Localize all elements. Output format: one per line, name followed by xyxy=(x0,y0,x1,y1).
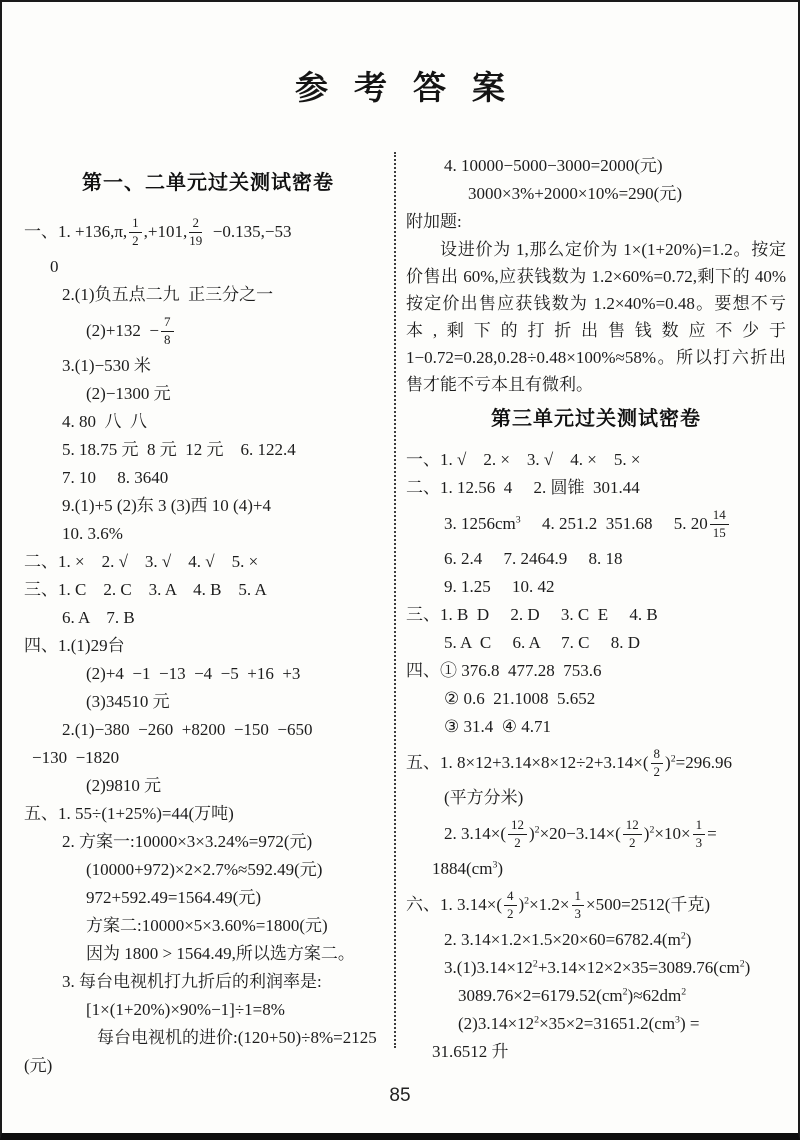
superscript: 2 xyxy=(524,895,530,907)
superscript: 3 xyxy=(675,1014,680,1026)
answer-line: [1×(1+20%)×90%−1]÷1=8% xyxy=(86,1000,285,1019)
answer-line: 3000×3%+2000×10%=290(元) xyxy=(468,184,682,203)
fraction: $\frac{2}{19}$ xyxy=(189,215,203,248)
superscript: 2 xyxy=(670,753,676,765)
section-heading: 第三单元过关测试密卷 xyxy=(491,408,701,430)
answer-line: 4. 10000−5000−3000=2000(元) xyxy=(444,156,663,175)
answer-line: 4. 80 八 八 xyxy=(62,412,147,431)
answer-line: (2)+132 − $\frac{7}{8}$ xyxy=(24,309,392,352)
answer-line: 方案二:10000×5×3.60%=1800(元) xyxy=(86,916,328,935)
answer-line: (3)34510 元 xyxy=(86,692,170,711)
answer-line: 10. 3.6% xyxy=(62,524,123,543)
answer-line: 9.(1)+5 (2)东 3 (3)西 10 (4)+4 xyxy=(62,496,271,515)
fraction: $\frac{12}{2}$ xyxy=(623,818,642,850)
answer-line: 每台电视机的进价:(120+50)÷8%=2125 xyxy=(97,1028,377,1047)
answer-line: (2)9810 元 xyxy=(86,776,162,795)
answer-line: 五、1. 8×12+3.14×8×12÷2+3.14×( $\frac{8}{2}$ )$^2$=296.96 xyxy=(406,746,732,779)
left-column xyxy=(24,162,392,1080)
fraction: $\frac{4}{2}$ xyxy=(504,889,517,921)
superscript: 2 xyxy=(532,958,538,970)
answer-line: 3. $1256cm^3$ 4. 251.2 351.68 5. 20 $\frac{14}{15}$ xyxy=(406,502,786,545)
answer-line: 2.(1)负五点二九 正三分之一 xyxy=(62,285,274,304)
fraction: $\frac{12}{2}$ xyxy=(508,818,527,850)
superscript: 2 xyxy=(739,958,745,970)
fraction: $\frac{7}{8}$ xyxy=(161,315,174,347)
answer-line: (2)−1300 元 xyxy=(86,384,171,403)
answer-line: $1884(cm^3)$ xyxy=(432,859,504,878)
answer-line: 2.(1)−380 −260 +8200 −150 −650 xyxy=(62,720,313,739)
fraction: $\frac{1}{3}$ xyxy=(572,889,585,921)
superscript: 2 xyxy=(534,824,540,836)
section-heading: 第一、二单元过关测试密卷 xyxy=(82,172,334,194)
answer-line: ② 0.6 21.1008 5.652 xyxy=(444,689,596,708)
fraction: $\frac{1}{2}$ xyxy=(129,216,142,248)
fraction: $\frac{8}{2}$ xyxy=(651,747,664,779)
answer-line: 四、① 376.8 477.28 753.6 xyxy=(406,661,602,680)
answer-line: 2. $3.14\times 1.2\times 1.5\times 20\times 60=6782.4(m^2)$ xyxy=(444,930,692,949)
answer-line: 五、1. 55÷(1+25%)=44(万吨) xyxy=(24,804,234,823)
answer-line: 二、1. 12.56 4 2. 圆锥 301.44 xyxy=(406,478,640,497)
superscript: 2 xyxy=(680,930,686,942)
superscript: 3 xyxy=(492,859,498,871)
answer-line: 9. 1.25 10. 42 xyxy=(444,577,555,596)
answer-line: (2)+4 −1 −13 −4 −5 +16 +3 xyxy=(86,664,301,683)
column-divider xyxy=(394,152,396,1048)
page-number: 85 xyxy=(389,1085,411,1106)
answer-line: $3.(1)3.14\times 12^2+3.14\times 12\times 2\times 35=3089.76(cm^2)$ xyxy=(444,958,751,977)
answer-line: 7. 10 8. 3640 xyxy=(62,468,169,487)
answer-line: $(2)3.14\times 12^2\times 35\times 2=31651.2(cm^3)$ = xyxy=(458,1014,700,1033)
answer-line: 5. 18.75 元 8 元 12 元 6. 122.4 xyxy=(62,440,296,459)
superscript: 3 xyxy=(515,514,521,526)
answer-line: 972+592.49=1564.49(元) xyxy=(86,888,261,907)
answer-line: 6. A 7. B xyxy=(62,608,135,627)
answer-line: 三、1. C 2. C 3. A 4. B 5. A xyxy=(24,580,267,599)
answer-line: 因为 1800 > 1564.49,所以选方案二。 xyxy=(86,944,355,963)
answer-line: 2. 3.14×( $\frac{12}{2}$ )$^2$×20−3.14×( $\frac{12}{2}$ )$^2$×10× $\frac{1}{3}$ = xyxy=(444,817,717,850)
answer-line: 附加题: xyxy=(406,212,462,231)
answer-line: 一、1. +136,π, $\frac{1}{2}$ ,+101, $\frac{2}{19}$ −0.135,−53 xyxy=(24,215,292,248)
answer-line: $3089.76\times 2=6179.52(cm^2)\approx 62dm^2$ xyxy=(458,986,687,1005)
superscript: 2 xyxy=(649,824,655,836)
answer-line: 一、1. √ 2. × 3. √ 4. × 5. × xyxy=(406,450,641,469)
right-column xyxy=(406,152,786,1066)
answer-line: 31.6512 升 xyxy=(432,1042,509,1061)
superscript: 2 xyxy=(534,1014,540,1026)
page-title: 参考答案 xyxy=(295,71,531,107)
fraction: $\frac{1}{3}$ xyxy=(693,818,706,850)
answer-line: −130 −1820 xyxy=(32,748,120,767)
answer-line: 2. 方案一:10000×3×3.24%=972(元) xyxy=(62,832,313,851)
answer-line: 6. 2.4 7. 2464.9 8. 18 xyxy=(444,549,623,568)
answer-line: 四、1.(1)29台 xyxy=(24,636,125,655)
superscript: 2 xyxy=(681,986,687,998)
answer-line: 5. A C 6. A 7. C 8. D xyxy=(444,633,641,652)
answer-line: (元) xyxy=(24,1056,53,1075)
answer-line: 0 xyxy=(50,257,59,276)
solution-paragraph: 设进价为 1,那么定价为 1×(1+20%)=1.2。按定价售出 60%,应获钱数为 1.2×60%=0.72,剩下的 40%按定价出售应获钱数为 1.2×40%=0.48。要想不亏本,剩下的打折出售钱数应不少于 1−0.72=0.28,0.28÷0.48×100%≈58%。所以打六折出售才能不亏本且有微利。 xyxy=(406,240,786,394)
fraction: $\frac{14}{15}$ xyxy=(710,508,729,540)
answer-line: (10000+972)×2×2.7%≈592.49(元) xyxy=(86,860,323,879)
answer-line: 3. 每台电视机打九折后的利润率是: xyxy=(62,972,322,991)
answer-line: 六、1. 3.14×( $\frac{4}{2}$ )$^2$×1.2× $\frac{1}{3}$ ×500=2512(千克) xyxy=(406,888,711,921)
answer-line: 二、1. × 2. √ 3. √ 4. √ 5. × xyxy=(24,552,259,571)
superscript: 2 xyxy=(622,986,628,998)
answer-line: (平方分米) xyxy=(444,788,524,807)
answer-line: 三、1. B D 2. D 3. C E 4. B xyxy=(406,605,658,624)
answer-line: ③ 31.4 ④ 4.71 xyxy=(444,717,551,736)
answer-line: 3.(1)−530 米 xyxy=(62,356,151,375)
